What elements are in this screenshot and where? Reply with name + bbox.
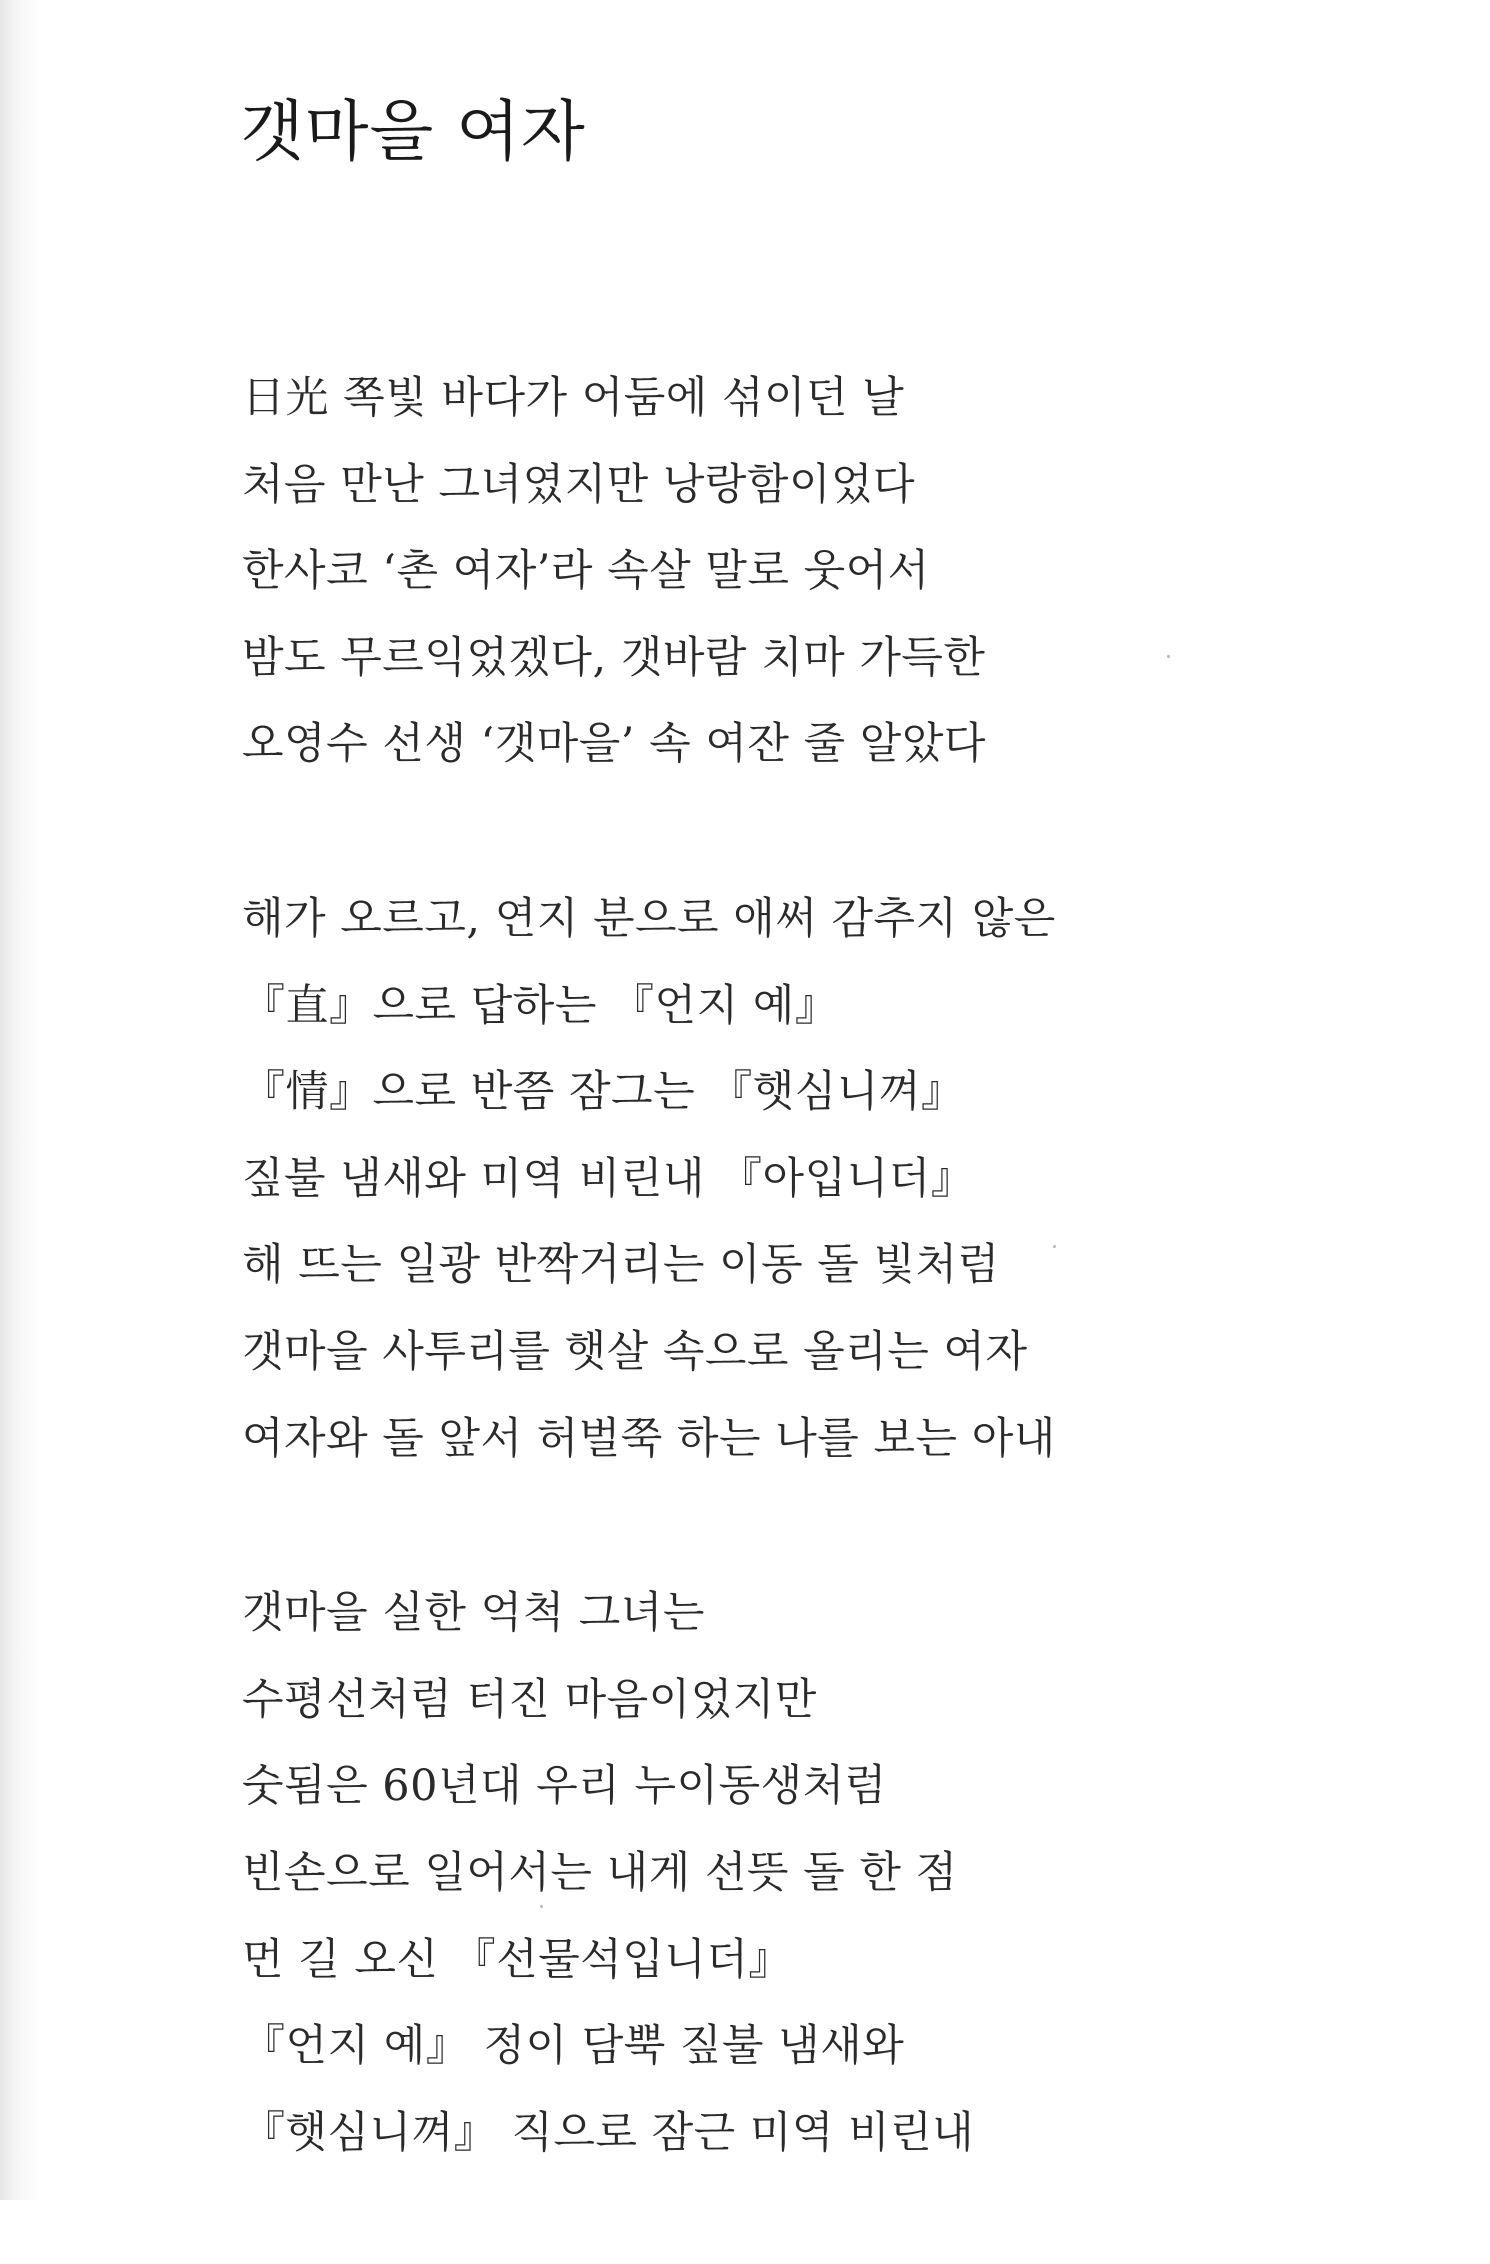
poem-line: 해가 오르고, 연지 분으로 애써 감추지 않은	[242, 893, 1056, 944]
poem-line: 日光 쪽빛 바다가 어둠에 섞이던 날	[242, 373, 905, 423]
poem-line: 해 뜨는 일광 반짝거리는 이동 돌 빛처럼	[242, 1240, 1000, 1291]
poem-line: 한사코 ‘촌 여자’라 속살 말로 웃어서	[242, 546, 930, 597]
stanza-3	[242, 1570, 1056, 2176]
poem-title: 갯마을 여자	[240, 93, 586, 170]
poem-line: 빈손으로 일어서는 내게 선뜻 돌 한 점	[242, 1847, 958, 1898]
poem-line: 숫됨은 60년대 우리 누이동생처럼	[242, 1761, 887, 1812]
poem-line: 『햇심니껴』 직으로 잠근 미역 비린내	[242, 2107, 975, 2158]
paper-speck	[540, 1905, 543, 1908]
poem-line: 『언지 예』 정이 담뿍 짚불 냄새와	[242, 2021, 905, 2072]
poem-line: 짚불 냄새와 미역 비린내 『아입니더』	[242, 1153, 975, 1204]
poem-line: 『情』으로 반쯤 잠그는 『햇심니껴』	[242, 1067, 965, 1118]
poem-line: 처음 만난 그녀였지만 낭랑함이었다	[242, 459, 916, 510]
poem-line: 수평선처럼 터진 마음이었지만	[242, 1674, 817, 1725]
poem-line: 먼 길 오신 『선물석입니더』	[242, 1934, 792, 1985]
poem-line: 『直』으로 답하는 『언지 예』	[242, 980, 839, 1031]
stanza-2	[242, 876, 1056, 1482]
poem-line: 밤도 무르익었겠다, 갯바람 치마 가득한	[242, 632, 986, 683]
poem-body	[242, 355, 1056, 2264]
poem-line: 갯마을 실한 억척 그녀는	[242, 1588, 705, 1639]
poem-line: 여자와 돌 앞서 허벌쭉 하는 나를 보는 아내	[242, 1413, 1056, 1464]
paper-speck	[1167, 655, 1170, 658]
poem-line: 갯마을 사투리를 햇살 속으로 올리는 여자	[242, 1326, 1028, 1377]
stanza-1	[242, 355, 1056, 788]
poem-line: 오영수 선생 ‘갯마을’ 속 여잔 줄 알았다	[242, 719, 986, 770]
paper-speck	[1053, 1245, 1056, 1248]
